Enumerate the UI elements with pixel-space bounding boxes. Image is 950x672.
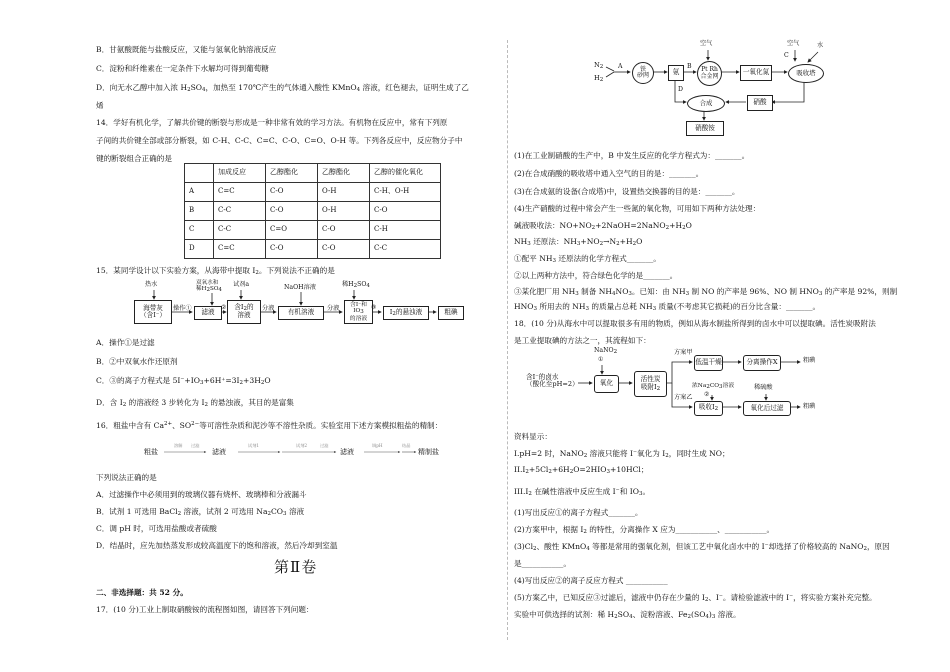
table-header-cell: 加成反应 — [214, 164, 266, 183]
box-crude-iodine: 粗碘 — [438, 306, 464, 320]
q18-part3: (3)Cl2、酸性 KMnO4 等都是常用的强氧化剂，但该工艺中氧化卤水中的 I⁻却选择了价格较高的 NaNO2，原因 — [514, 542, 890, 552]
q16-step-reagent-2: 试剂2 — [296, 443, 308, 448]
q13-option-b: B．甘氨酸既能与盐酸反应，又能与氢氧化钠溶液反应 — [96, 45, 277, 54]
q18-reagents: 实验中可供选择的试剂：稀 H2SO4、淀粉溶液、Fe2(SO4)3 溶液。 — [514, 610, 741, 620]
q13-option-c: C．淀粉和纤维素在一定条件下水解均可得到葡萄糖 — [96, 64, 269, 73]
table-cell: C-O — [266, 202, 318, 221]
section-two-heading: 二、非选择题：共 52 分。 — [96, 588, 188, 597]
q17-sub1: ①配平 NH3 还原法的化学方程式_______。 — [514, 254, 661, 264]
label-operation-1: 操作① — [173, 305, 192, 312]
label-plan-b: 方案乙 — [674, 394, 693, 401]
label-crude-iodine-2: 粗碘 — [803, 403, 816, 410]
table-header-cell — [185, 164, 214, 183]
table-cell: C-C — [214, 202, 266, 221]
synthesis-unit: 合成 — [687, 95, 725, 112]
q16-option-c: C．调 pH 时，可选用盐酸或者硫酸 — [96, 524, 217, 533]
iron-gauze-reactor: 铁 砂网 — [632, 62, 654, 84]
q17-part3: (3)在合成氨的设备(合成塔)中，设置热交换器的目的是：_______。 — [514, 187, 740, 196]
box-nitric-oxide: 一氧化氮 — [740, 65, 772, 81]
q18-info-1: I.pH=2 时，NaNO2 溶液只能将 I⁻氧化为 I2，同时生成 NO； — [514, 449, 730, 459]
q17-flow-diagram — [594, 40, 854, 138]
q16-step-filter: 过滤 — [191, 443, 200, 448]
q15-option-b: B．②中双氧水作还原剂 — [96, 357, 178, 366]
table-cell: C=C — [214, 183, 266, 202]
label-separation-2: 分液 — [327, 305, 340, 312]
box-absorb-i2: 吸收I2 — [694, 401, 723, 416]
q17-stem: 17．(10 分)工业上制取硝酸铵的流程图如图，请回答下列问题： — [96, 605, 314, 614]
q15-stem: 15．某同学设计以下实验方案，从海带中提取 I2。下列说法不正确的是 — [96, 266, 335, 276]
q18-stem-line2: 是工业提取碘的方法之一，其流程如下： — [514, 336, 651, 345]
q15-option-a: A．操作①是过滤 — [96, 338, 155, 347]
table-cell: C=O — [266, 221, 318, 240]
table-header-cell: 乙醇酯化 — [266, 164, 318, 183]
label-air-2: 空气 — [787, 40, 800, 47]
box-oxidize-filter: 氧化后过滤 — [743, 401, 791, 416]
table-cell: C-O — [370, 202, 441, 221]
table-cell: D — [185, 240, 214, 259]
label-step-2: ② — [704, 392, 710, 398]
q18-info-heading: 资料显示： — [514, 432, 552, 441]
box-oxidation: 氧化 — [594, 375, 619, 393]
label-plan-a: 方案甲 — [674, 349, 693, 356]
label-dilute-sulfuric: 稀硫酸 — [754, 384, 773, 391]
q16-prompt: 下列说法正确的是 — [96, 473, 157, 482]
label-na2co3: 浓Na2CO3溶液 — [692, 383, 735, 390]
table-cell: C-O — [318, 240, 370, 259]
q17-sub2: ②以上两种方法中，符合绿色化学的是_______。 — [514, 271, 678, 280]
table-cell: C-O — [266, 240, 318, 259]
table-cell: C=C — [214, 240, 266, 259]
box-seaweed-ash: 海带灰 （含I⁻） — [134, 300, 172, 324]
table-cell: C-O — [266, 183, 318, 202]
label-reagent-a: 试剂a — [233, 281, 250, 288]
table-row — [185, 183, 441, 202]
box-low-temp-dry: 低温干燥 — [694, 355, 723, 371]
box-separation-x: 分离操作X — [743, 355, 781, 371]
q18-part1: (1)写出反应①的离子方程式_______。 — [514, 508, 643, 517]
q18-info-2: II.I2+5Cl2+6H2O=2HIO3+10HCl； — [514, 465, 649, 475]
q16-node-filtrate-2: 滤液 — [340, 448, 354, 456]
table-row — [185, 240, 441, 259]
q14-stem-line2: 子间的共价键全部或部分断裂，如 C-H、C-C、C=C、C-O、C=O、O-H 等。下列各反应中，反应物分子中 — [96, 136, 463, 145]
table-row — [185, 202, 441, 221]
label-water: 水 — [817, 42, 824, 49]
label-dilute-h2so4: 稀H2SO4 — [342, 281, 370, 289]
table-row — [185, 221, 441, 240]
label-a: A — [618, 63, 623, 70]
q18-stem-line1: 18．(10 分)从海水中可以提取很多有用的物质，例如从海水制盐所得到的卤水中可以提取碘。活性炭吸附法 — [514, 319, 876, 328]
q14-stem-line3: 键的断裂组合正确的是 — [96, 154, 172, 163]
label-brine: 含I⁻的卤水 （酸化至pH=2） — [526, 373, 579, 389]
label-step-1: ① — [598, 356, 604, 363]
label-nano2: NaNO2 — [594, 347, 618, 355]
label-c: C — [784, 52, 789, 59]
q14-stem-line1: 14．学好有机化学，了解共价键的断裂与形成是一种非常有效的学习方法。有机物在反应中，常有下列原 — [96, 118, 448, 127]
q16-step-adjust-ph: 调pH — [372, 443, 383, 448]
q17-part4: (4)生产硝酸的过程中常会产生一些氮的氧化物，可用如下两种方法处理： — [514, 204, 761, 213]
label-d: D — [678, 86, 683, 93]
q17-part2: (2)在合成硝酸的吸收塔中通入空气的目的是：_______。 — [514, 169, 704, 178]
q14-table — [184, 163, 441, 259]
q17-alkali-method: 碱液吸收法：NO+NO2+2NaOH=2NaNO2+H2O — [514, 221, 692, 231]
table-header-cell: 乙醇酯化 — [318, 164, 370, 183]
q16-step-dissolve: 溶解 — [174, 443, 183, 448]
box-i2-solution: 含I2的 溶液 — [227, 300, 261, 324]
q16-option-d: D．结晶时，应先加热蒸发形成较高温度下的饱和溶液，然后冷却到室温 — [96, 541, 338, 550]
q16-flow — [96, 440, 496, 464]
label-separation-1: 分液 — [262, 305, 275, 312]
label-air-1: 空气 — [700, 40, 713, 47]
box-filtrate: 滤液 — [194, 306, 222, 320]
box-activated-carbon: 活性炭 吸附I2 — [634, 371, 667, 397]
q17-part1: (1)在工业制硝酸的生产中，B 中发生反应的化学方程式为：_______。 — [514, 151, 750, 160]
table-header-row — [185, 164, 441, 183]
table-cell: C-O — [318, 221, 370, 240]
label-crude-iodine-1: 粗碘 — [803, 357, 816, 364]
table-cell: C-H — [370, 221, 441, 240]
q16-node-filtrate-1: 滤液 — [212, 448, 226, 456]
q18-part3-continued: 是___________。 — [514, 559, 571, 568]
label-hot-water: 热水 — [145, 281, 158, 288]
box-organic-solution: 有机溶液 — [278, 306, 324, 320]
q16-step-filter-2: 过滤 — [320, 443, 329, 448]
table-cell: C-C — [370, 240, 441, 259]
table-cell: O-H — [318, 183, 370, 202]
q16-node-crude-salt: 粗盐 — [144, 448, 158, 456]
pt-rh-reactor: Pt Rh 合金网 — [697, 61, 722, 86]
q18-part5: (5)方案乙中，已知反应③过滤后，滤液中仍存在少量的 I2、I⁻。请检验滤液中的 I⁻，将实验方案补充完整。 — [514, 593, 877, 603]
table-cell: O-H — [318, 202, 370, 221]
q18-part2: (2)方案甲中，根据 I2 的特性，分离操作 X 应为___________、___________。 — [514, 525, 775, 535]
box-nitric-acid: 硝酸 — [747, 95, 773, 111]
q16-step-crystallize: 结晶 — [402, 443, 411, 448]
q18-flow-diagram — [514, 345, 858, 427]
box-iodide-iodate-solution: 含I⁻和IO3 的溶液 — [344, 300, 373, 324]
q16-step-reagent-1: 试剂1 — [248, 443, 260, 448]
label-h2: H2 — [594, 74, 604, 83]
q15-option-d: D．含 I2 的溶液经 3 步转化为 I2 的悬浊液，其目的是富集 — [96, 398, 294, 408]
box-i2-suspension: I2的悬浊液 — [383, 306, 429, 320]
label-naoh: NaOH溶液 — [284, 284, 316, 291]
table-cell: B — [185, 202, 214, 221]
table-cell: C-H、O-H — [370, 183, 441, 202]
label-n2: N2 — [594, 61, 604, 70]
column-divider — [507, 40, 508, 640]
q13-option-d-continued: 烯 — [96, 101, 104, 110]
absorption-tower: 吸收塔 — [788, 64, 824, 83]
label-h2o2: 双氧水和 稀H2SO4 — [196, 280, 222, 294]
table-cell: A — [185, 183, 214, 202]
box-ammonium-nitrate: 硝酸铵 — [686, 121, 724, 136]
q17-sub3: ③某化肥厂用 NH3 制备 NH4NO3。已知：由 NH3 制 NO 的产率是 96%、NO 制 HNO3 的产率是 92%，则制 — [514, 287, 898, 297]
box-ammonia: 氨 — [668, 65, 684, 81]
label-b: B — [687, 63, 692, 70]
q15-option-c: C．③的离子方程式是 5I⁻+IO3+6H⁺=3I2+3H2O — [96, 376, 271, 386]
q16-option-b: B．试剂 1 可选用 BaCl2 溶液，试剂 2 可选用 Na2CO3 溶液 — [96, 507, 305, 517]
q17-sub3-continued: HNO3 所用去的 NH3 的质量占总耗 NH3 质量(不考虑其它损耗)的百分比含量：_______。 — [514, 302, 821, 312]
label-step-3: ③ — [371, 304, 377, 311]
q16-node-refined-salt: 精制盐 — [418, 448, 439, 456]
table-cell: C — [185, 221, 214, 240]
q17-flow-arrows — [594, 40, 854, 138]
q13-option-d: D．向无水乙醇中加入浓 H2SO4，加热至 170℃产生的气体通入酸性 KMnO4 溶液，红色褪去，证明生成了乙 — [96, 83, 469, 93]
q16-stem: 16．粗盐中含有 $Ca^{2+}$、$SO^{2-}$等可溶性杂质和泥沙等不溶性杂质。实验室用下述方案模拟粗盐的精制： — [96, 421, 443, 430]
table-header-cell: 乙醇的催化氧化 — [370, 164, 441, 183]
q18-part4: (4)写出反应②的离子反应方程式 ___________ — [514, 576, 668, 585]
q15-flow-diagram — [96, 280, 496, 325]
q16-option-a: A．过滤操作中必须用到的玻璃仪器有烧杯、玻璃棒和分液漏斗 — [96, 490, 307, 499]
table-cell: C-C — [214, 221, 266, 240]
q18-info-3: III.I2 在碱性溶液中反应生成 I⁻和 IO3。 — [514, 487, 651, 497]
part-two-heading: 第Ⅱ卷 — [274, 558, 318, 576]
label-step-2: ② — [221, 304, 227, 311]
q17-nh3-method: NH3 还原法：NH3+NO2→N2+H2O — [514, 237, 643, 247]
